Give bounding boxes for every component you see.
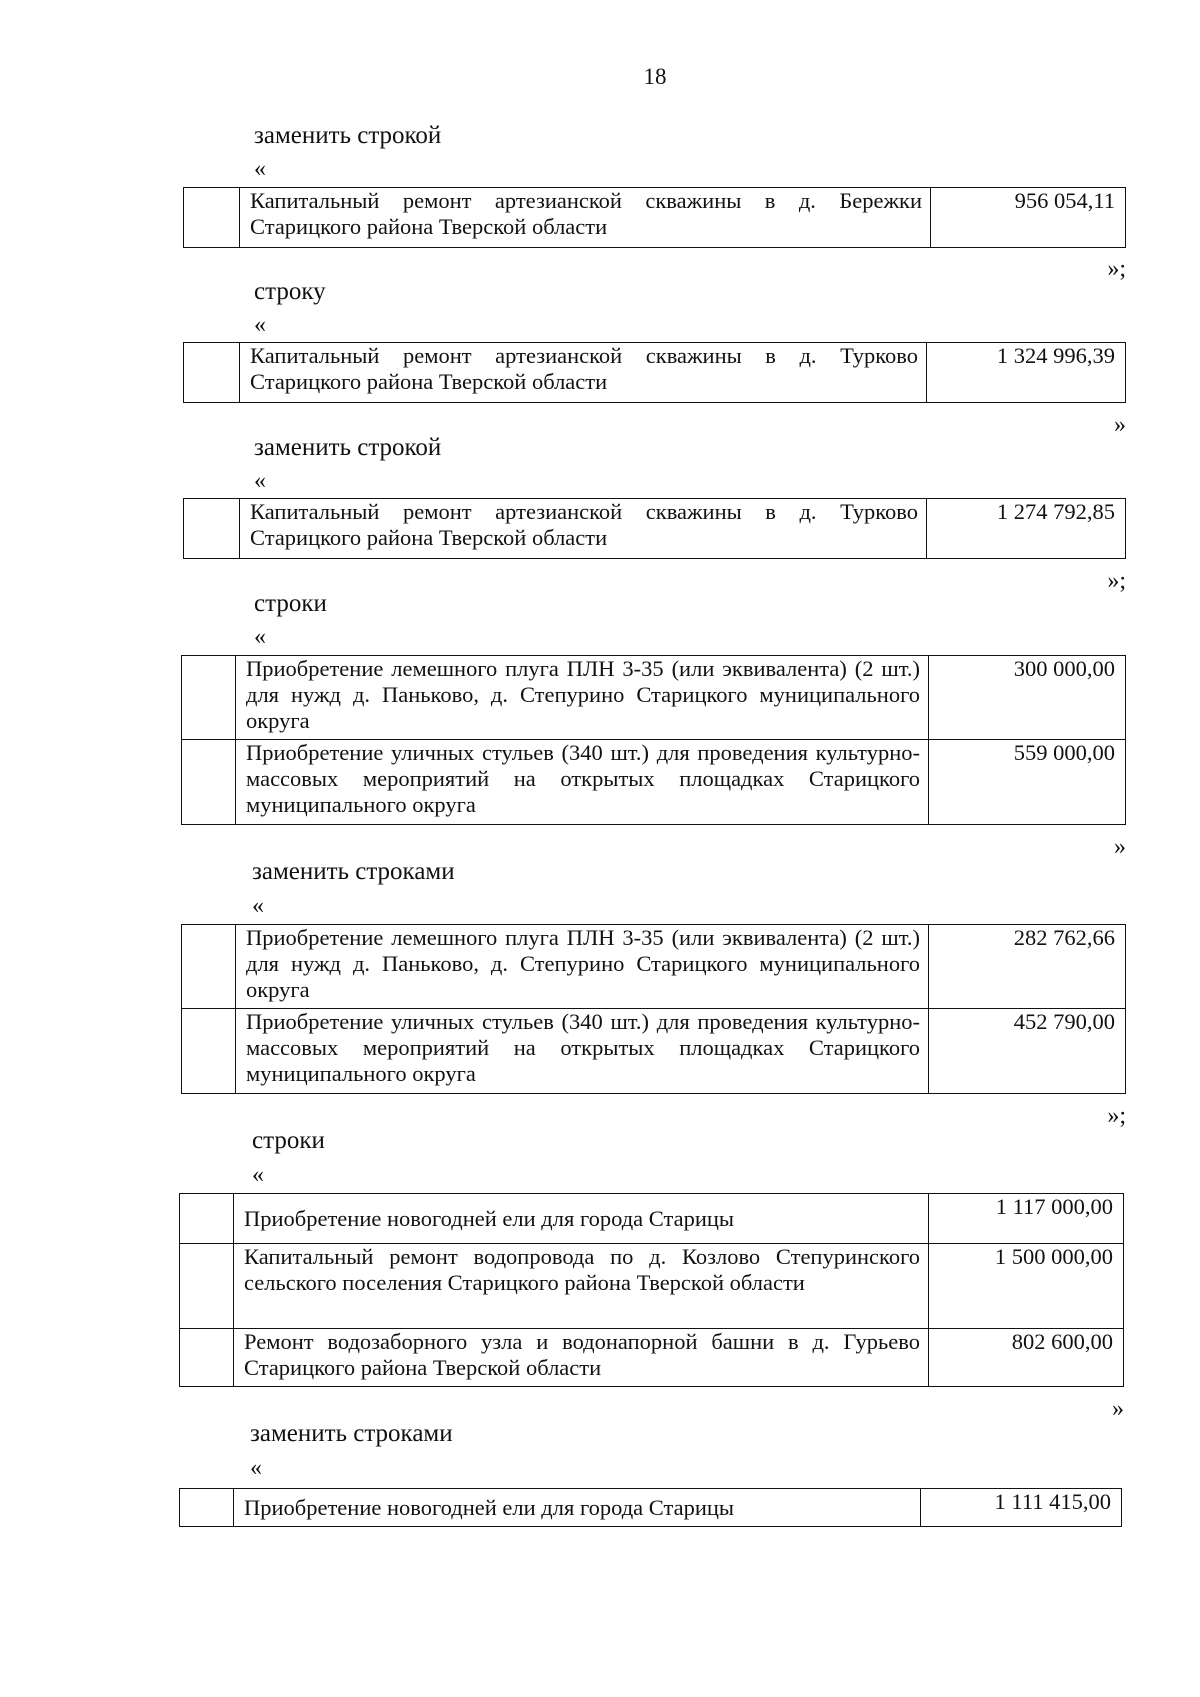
- row-description: Капитальный ремонт артезианской скважины в д. Турково Старицкого района Тверской области: [240, 343, 927, 403]
- row-description: Приобретение лемешного плуга ПЛН 3-35 (или эквивалента) (2 шт.) для нужд д. Паньково, д. Степурино Старицкого муниципального округа: [236, 925, 929, 1009]
- amendment-table: [183, 187, 1126, 248]
- row-description: Приобретение новогодней ели для города Старицы: [234, 1194, 929, 1244]
- amendment-table: [183, 342, 1126, 403]
- row-amount: 956 054,11: [931, 188, 1126, 248]
- row-description: Ремонт водозаборного узла и водонапорной башни в д. Гурьево Старицкого района Тверской области: [234, 1329, 929, 1387]
- row-number-cell: [182, 925, 236, 1009]
- opening-quote: «: [252, 893, 264, 919]
- opening-quote: «: [254, 624, 266, 650]
- block-heading: строку: [254, 278, 326, 305]
- block-heading: заменить строками: [252, 858, 455, 885]
- row-amount: 452 790,00: [929, 1009, 1126, 1094]
- row-amount: 1 274 792,85: [927, 499, 1126, 559]
- row-amount: 300 000,00: [929, 656, 1126, 740]
- row-amount: 1 111 415,00: [921, 1489, 1122, 1527]
- closing-quote: »: [1114, 834, 1126, 860]
- page-number: 18: [643, 64, 667, 89]
- opening-quote: «: [250, 1455, 262, 1481]
- row-number-cell: [180, 1489, 234, 1527]
- table-row: [180, 1489, 1122, 1527]
- row-description: Капитальный ремонт артезианской скважины в д. Турково Старицкого района Тверской области: [240, 499, 927, 559]
- amendment-table: [179, 1193, 1124, 1387]
- table-row: [182, 1009, 1126, 1094]
- row-number-cell: [184, 343, 240, 403]
- row-description: Приобретение лемешного плуга ПЛН 3-35 (или эквивалента) (2 шт.) для нужд д. Паньково, д. Степурино Старицкого муниципального округа: [236, 656, 929, 740]
- table-row: [184, 499, 1126, 559]
- row-amount: 1 500 000,00: [929, 1244, 1124, 1329]
- row-number-cell: [184, 188, 240, 248]
- amendment-table: [179, 1488, 1122, 1527]
- table-row: [182, 925, 1126, 1009]
- table-row: [180, 1244, 1124, 1329]
- row-number-cell: [180, 1194, 234, 1244]
- row-description: Приобретение уличных стульев (340 шт.) для проведения культурно-массовых мероприятий на открытых площадках Старицкого муниципального округа: [236, 1009, 929, 1094]
- opening-quote: «: [254, 312, 266, 338]
- block-heading: заменить строкой: [254, 122, 442, 149]
- row-number-cell: [180, 1329, 234, 1387]
- table-row: [180, 1329, 1124, 1387]
- row-description: Капитальный ремонт водопровода по д. Козлово Степуринского сельского поселения Старицкого района Тверской области: [234, 1244, 929, 1329]
- row-amount: 1 117 000,00: [929, 1194, 1124, 1244]
- row-description: Приобретение новогодней ели для города Старицы: [234, 1489, 921, 1527]
- block-heading: заменить строками: [250, 1420, 453, 1447]
- row-amount: 559 000,00: [929, 740, 1126, 825]
- opening-quote: «: [254, 156, 266, 182]
- row-amount: 802 600,00: [929, 1329, 1124, 1387]
- amendment-table: [183, 498, 1126, 559]
- row-description: Приобретение уличных стульев (340 шт.) для проведения культурно-массовых мероприятий на открытых площадках Старицкого муниципального округа: [236, 740, 929, 825]
- table-row: [180, 1194, 1124, 1244]
- table-row: [184, 343, 1126, 403]
- row-amount: 1 324 996,39: [927, 343, 1126, 403]
- block-heading: строки: [252, 1127, 325, 1154]
- opening-quote: «: [252, 1162, 264, 1188]
- closing-quote: »;: [1107, 1103, 1126, 1129]
- row-number-cell: [182, 656, 236, 740]
- row-number-cell: [182, 1009, 236, 1094]
- row-number-cell: [184, 499, 240, 559]
- row-number-cell: [182, 740, 236, 825]
- table-row: [182, 656, 1126, 740]
- amendment-table: [181, 924, 1126, 1094]
- closing-quote: »;: [1107, 568, 1126, 594]
- block-heading: строки: [254, 590, 327, 617]
- block-heading: заменить строкой: [254, 434, 442, 461]
- closing-quote: »: [1114, 412, 1126, 438]
- closing-quote: »;: [1107, 256, 1126, 282]
- closing-quote: »: [1112, 1396, 1124, 1422]
- row-amount: 282 762,66: [929, 925, 1126, 1009]
- row-number-cell: [180, 1244, 234, 1329]
- amendment-table: [181, 655, 1126, 825]
- row-description: Капитальный ремонт артезианской скважины в д. Бережки Старицкого района Тверской области: [240, 188, 931, 248]
- table-row: [182, 740, 1126, 825]
- table-row: [184, 188, 1126, 248]
- opening-quote: «: [254, 468, 266, 494]
